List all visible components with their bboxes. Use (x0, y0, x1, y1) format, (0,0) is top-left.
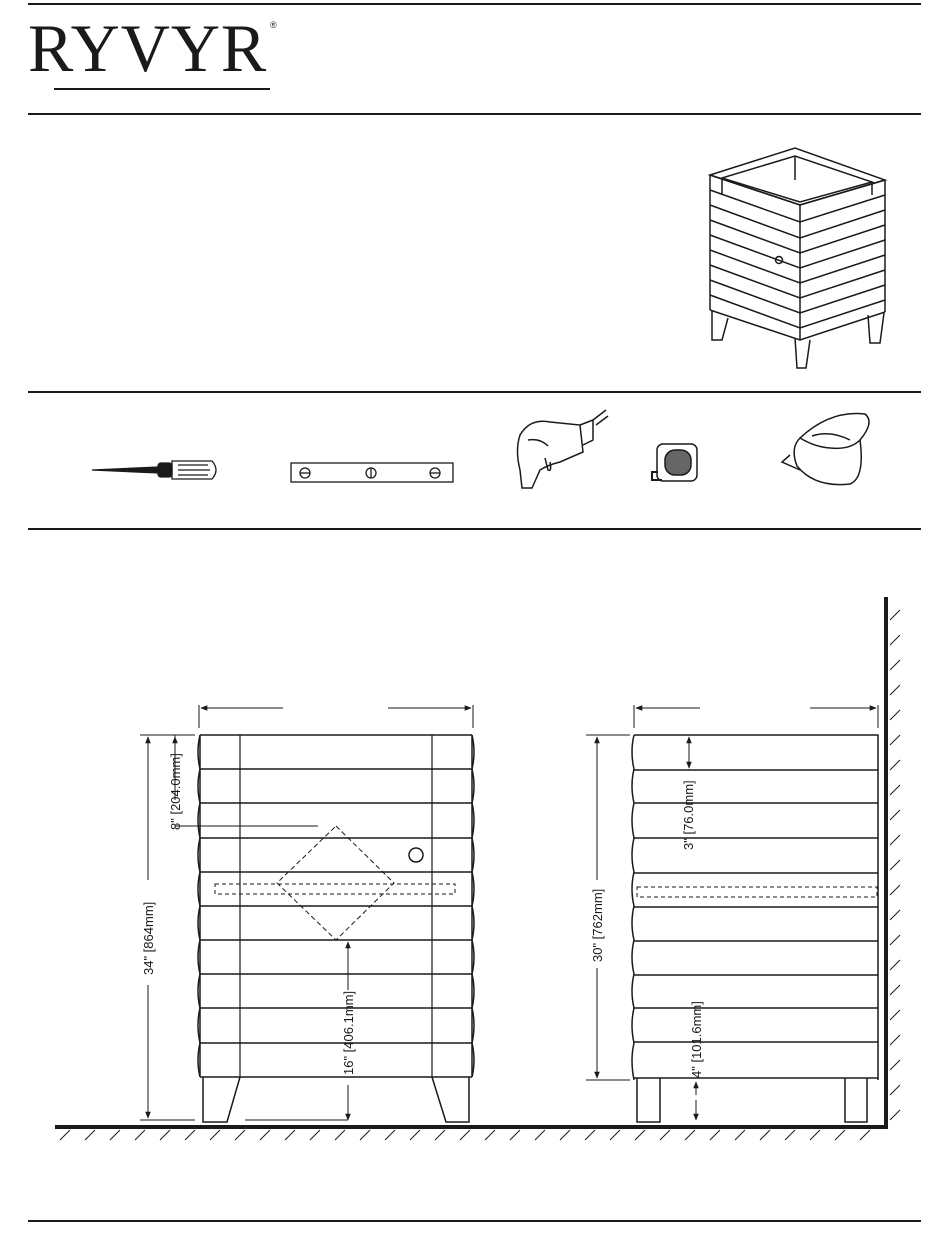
front-bottom-offset-label: 16" [406.1mm] (341, 990, 356, 1075)
tape-measure-icon (652, 444, 697, 481)
side-leg-height-label: 4" [101.6mm] (689, 1001, 704, 1078)
drill-icon (518, 410, 609, 488)
side-top-offset-label: 3" [76.0mm] (681, 780, 696, 850)
floor-line (55, 1127, 888, 1140)
side-height-label: 30" [762mm] (590, 888, 605, 962)
front-elevation-drawing (198, 735, 474, 1122)
front-slats (200, 769, 472, 1077)
front-top-offset-label: 8" [204.0mm] (168, 753, 183, 830)
screwdriver-icon (92, 461, 216, 479)
registered-mark: ® (270, 20, 277, 30)
side-slats (634, 770, 878, 1078)
logo-text: RYVYR (28, 10, 268, 86)
front-dimension-lines (140, 705, 473, 1120)
side-dimension-lines (586, 705, 878, 1120)
front-height-label: 34" [864mm] (141, 901, 156, 975)
isometric-slats (710, 175, 885, 340)
side-elevation-drawing (632, 735, 878, 1122)
pencil-sharpener-icon (782, 414, 869, 485)
wall-line (886, 597, 900, 1129)
level-icon (291, 463, 453, 482)
cabinet-isometric-illustration (710, 148, 885, 368)
